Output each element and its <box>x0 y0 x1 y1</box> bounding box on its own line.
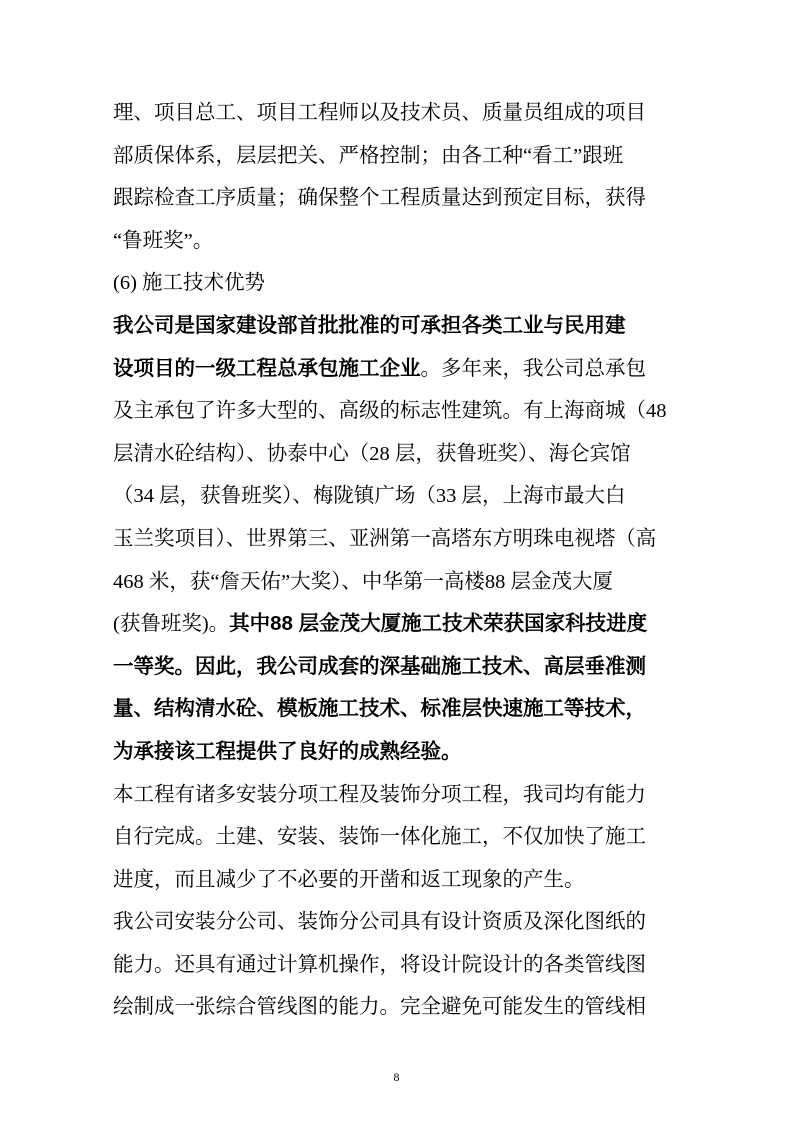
bold-text: 设项目的一级工程总承包施工企业 <box>113 356 421 380</box>
document-body <box>113 92 667 1029</box>
text: 跟踪检查工序质量；确保整个工程质量达到预定目标，获得 <box>113 187 646 210</box>
page-number: 8 <box>393 1070 400 1084</box>
text-line <box>113 348 646 391</box>
text-line <box>113 390 667 433</box>
bold-text: 为承接该工程提供了良好的成熟经验。 <box>113 739 462 763</box>
text: “鲁班奖”。 <box>113 229 214 252</box>
text-line <box>113 688 646 731</box>
text: 我公司安装分公司、装饰分公司具有设计资质及深化图纸的 <box>113 911 646 934</box>
bold-text: 我公司是国家建设部首批批准的可承担各类工业与民用建 <box>113 313 626 337</box>
text-line <box>113 646 646 689</box>
text-line <box>113 433 633 476</box>
text-line <box>113 475 633 518</box>
text-line <box>113 986 646 1029</box>
text: 自行完成。土建、安装、装饰一体化施工，不仅加快了施工 <box>113 826 646 849</box>
text: (6) 施工技术优势 <box>113 272 266 295</box>
text-line <box>113 859 633 902</box>
text: 本工程有诸多安装分项工程及装饰分项工程，我司均有能力 <box>113 783 646 806</box>
text: 绘制成一张综合管线图的能力。完全避免可能发生的管线相 <box>113 996 646 1019</box>
text: 。多年来，我公司总承包 <box>420 357 646 380</box>
text-line <box>113 135 633 178</box>
text: 468 米，获“詹天佑”大奖）、中华第一高楼88 层金茂大厦 <box>113 570 613 593</box>
text: 部质保体系，层层把关、严格控制；由各工种“看工”跟班 <box>113 144 624 167</box>
text-line <box>113 518 657 561</box>
text-line <box>113 561 633 604</box>
text: （34 层，获鲁班奖）、梅陇镇广场（33 层，上海市最大白 <box>113 485 626 508</box>
text-line <box>113 305 633 348</box>
bold-text: 其中88 层金茂大厦施工技术荣获国家科技进度 <box>229 612 648 636</box>
text: 能力。还具有通过计算机操作，将设计院设计的各类管线图 <box>113 953 646 976</box>
text-line <box>113 731 633 774</box>
text: 层清水砼结构）、协泰中心（28 层，获鲁班奖）、海仑宾馆 <box>113 442 631 465</box>
text-line <box>113 603 648 646</box>
text-line <box>113 816 646 859</box>
text: 玉兰奖项目）、世界第三、亚洲第一高塔东方明珠电视塔（高 <box>113 527 657 550</box>
text-line <box>113 774 646 817</box>
text-line <box>113 262 633 305</box>
text-line <box>113 177 646 220</box>
text-line <box>113 92 646 135</box>
text: (获鲁班奖)。 <box>113 613 230 636</box>
bold-text: 一等奖。因此，我公司成套的深基础施工技术、高层垂准测 <box>113 654 646 678</box>
text: 及主承包了许多大型的、高级的标志性建筑。有上海商城（48 <box>113 400 667 423</box>
text: 理、项目总工、项目工程师以及技术员、质量员组成的项目 <box>113 102 646 124</box>
bold-text: 量、结构清水砼、模板施工技术、标准层快速施工等技术， <box>113 697 646 721</box>
text-line <box>113 901 646 944</box>
text-line <box>113 220 633 263</box>
text: 进度，而且减少了不必要的开凿和返工现象的产生。 <box>113 868 585 891</box>
text-line <box>113 944 646 987</box>
